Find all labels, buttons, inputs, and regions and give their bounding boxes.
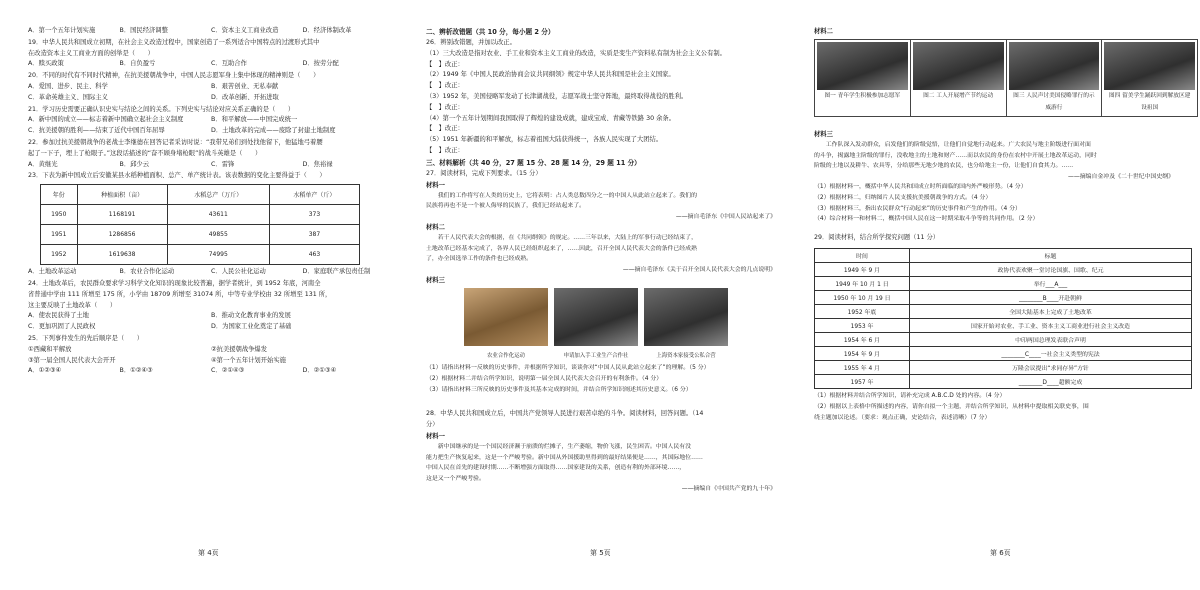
question-text: 分） [426,421,439,429]
event-item: ①西藏和平解放 [28,345,72,353]
option: C．更加巩固了人民政权 [28,323,96,331]
correction-slot: 【 】改正： [426,82,464,90]
option: D．土地改革的完成——废除了封建土地制度 [211,127,336,135]
table-cell: 万隆会议提出“求同存异”方针 [910,360,1192,374]
table-cell: 373 [269,205,359,225]
material-label: 材料三 [426,277,445,285]
event-item: ②抗美援朝战争爆发 [211,345,268,353]
table-cell: 中印两国总理发表联合声明 [910,332,1192,346]
option: A．①②③④ [28,367,62,375]
question-text: 29．阅读材料，结合所学探究问题（11 分） [814,234,940,242]
question-text: 在改造资本主义工商业方面的创举是（ ） [28,49,154,57]
question-25 [28,334,394,377]
statement: （3）1952 年，美国侵略军发动了长津湖战役，志愿军战士坚守阵地，最终取得战役的胜利。 [426,92,688,100]
option: C．②①④③ [211,367,245,375]
material-text: 的斗争，揭露地主阶级的罪行，没收地主的土地和财产……而以农民的身份在农村中开展土地改革运动，同时 [814,152,1097,159]
option: B．推动文化教育事业的发展 [211,312,291,320]
photo-figure [644,288,728,359]
event-item: ③第一届全国人民代表大会开开 [28,356,116,364]
question-20 [28,71,394,103]
table-header-cell: 标题 [910,248,1192,262]
table-row [815,374,1192,388]
page-4 [0,0,400,590]
material-source: ——摘自毛泽东《关于召开全国人民代表大会的几点说明》 [622,266,776,273]
photo-caption: 图四 留美学生踊跃回到解放区建设祖国 [1108,93,1191,111]
correction-slot: 【 】改正： [426,103,464,111]
photo-caption: 农业合作化运动 [487,353,525,360]
table-cell: 1950 [41,205,78,225]
material-3-photos [464,288,794,359]
option: D．为国家工业化奠定了基础 [211,323,292,331]
question-text: 20．不同的时代有不同时代精神，在抗美援朝战争中，中国人民志愿军身上集中体现的精神则是（ ） [28,72,320,80]
material-text: 这是又一个严峻考验。 [426,475,485,482]
sub-question: （2）根据以上表格中所描述的内容，请你自拟一个主题，并结合所学知识，从材料中提取相关联史事，围 [814,403,1089,410]
photo-figure [554,288,638,359]
page-number: 第 5页 [590,549,611,557]
table-header-cell: 水稻单产（斤） [269,185,359,205]
material-text: 土地改革已经基本完成了，各界人民已经组织起来了，……因此，召开全国人民代表大会的条件已经成熟 [426,245,697,252]
table-cell: 49855 [167,225,269,245]
table-cell: 国家开始对农业、手工业、资本主义工商业进行社会主义改造 [910,318,1192,332]
question-text: 23．下表为新中国成立后安徽某县水稻种植面积、总产、单产统计表。该表数据的变化主要得益于（ ） [28,172,326,180]
table-cell: 1949 年 10 月 1 日 [815,276,910,290]
table-row [41,225,360,245]
question-26-items [426,49,794,157]
table-cell: 43611 [167,205,269,225]
option: B．农业合作化运动 [119,268,175,276]
table-cell: 387 [269,225,359,245]
question-text: 28．中华人民共和国成立后，中国共产党领导人民进行艰苦卓绝的斗争。阅读材料，回答问题。（14 [426,410,704,418]
option: A．新中国的成立——标志着新中国确立起社会主义制度 [28,116,184,124]
question-23 [28,171,394,278]
material-label: 材料二 [814,28,833,35]
table-row [815,290,1192,304]
material-text: 了，办全国选举工作的条件也已经成熟。 [426,256,533,263]
section-heading: 三、材料解析（共 40 分，27 题 15 分、28 题 14 分，29 题 11 分） [426,158,641,167]
table-cell: 举行___A___ [910,276,1192,290]
question-text: 27．阅读材料，完成下列要求。（15 分） [426,169,542,177]
option: C．抗美援朝的胜利——结束了近代中国百年屈辱 [28,127,165,135]
rice-yield-table [40,184,360,265]
table-cell: 1952 年底 [815,304,910,318]
photo-caption: 上海资本家接受公私合营 [656,353,716,360]
option: A．土地改革运动 [28,268,77,276]
statement: （1）三大改造是指对农业、手工业和资本主义工商业的改造，实质是变生产资料私有制为社会主义公有制。 [426,49,726,57]
timeline-table [814,248,1192,389]
sub-question: （3）根据材料三，指出农民群众“行动起来”的历史事件和产生的作用。（4 分） [814,205,1021,212]
sub-question: （1）请指出材料一反映的历史事件，并根据所学知识，谈谈你对“中国人民从此站立起来了”的理解。（5 分） [426,365,710,372]
material-label: 材料一 [426,433,445,441]
question-text: 19．中华人民共和国成立初期，在社会主义改造过程中，国家创造了一系列适合中国特点的过渡形式其中 [28,38,320,46]
photo-caption: 申请加入手工业生产合作社 [563,353,629,360]
table-cell: 1954 年 9 月 [815,346,910,360]
option: A．第一个五年计划实施 [28,27,96,34]
photo-figure [1102,40,1197,116]
material-label: 材料二 [426,224,445,232]
table-row [815,304,1192,318]
table-cell: 1949 年 9 月 [815,262,910,276]
table-row [41,205,360,225]
material-label: 材料三 [814,131,833,138]
table-cell: 1950 年 10 月 19 日 [815,290,910,304]
question-24 [28,279,394,333]
table-row [815,318,1192,332]
question-text: 22．参加过抗美援朝战争的老战士李继德在回答记者采访时说：“我带兄弟们到处找他留下，他猛地弓着腰 [28,138,323,146]
sub-question: （4）综合材料一和材料二，概括中国人民在这一时期采取斗争等的共同作用。（2 分） [814,216,1039,223]
sub-question: （3）请指出材料三所反映的历史事件及其基本完成的时间，并结合所学知识阐述其历史意义。（6 分） [426,386,692,393]
option: D．家庭联产承包责任制 [302,268,371,276]
material-text: 能力把生产恢复起来，这是一个严峻考验。新中国从外国援助里得到的最好结果便是……，其国际地位…… [426,454,703,461]
photo-caption: 图三 人民声讨美国侵略罪行的示威游行 [1013,93,1095,111]
table-cell: 1619638 [77,245,167,265]
material-text: 民族将再也不是一个被人侮辱的民族了，我们已经站起来了。 [426,203,586,210]
question-22 [28,138,394,170]
photo-figure [1007,40,1103,116]
option: C．互助合作 [211,60,247,68]
table-cell: 1954 年 6 月 [815,332,910,346]
section-heading: 二、辨析改错题（共 10 分，每小题 2 分） [426,28,555,36]
sub-question: （2）根据材料二并结合所学知识，说明第一届全国人民代表大会召开的有利条件。（4 分） [426,375,663,382]
table-row [41,245,360,265]
option: B．艰苦创业、无私奉献 [211,82,279,90]
question-text: 24．土地改革后，农民群众要求学习科学文化知识的现象比较普遍，据学者统计，到 1952 年底，河南全 [28,279,321,287]
question-text: 26．辨别改错题，并加以改正。 [426,39,516,46]
table-cell: 1952 [41,245,78,265]
table-row [815,262,1192,276]
protest-march-photo [1009,42,1100,90]
table-cell: 1955 年 4 月 [815,360,910,374]
table-cell: 74995 [167,245,269,265]
table-header-row [815,248,1192,262]
photo-figure [815,40,911,116]
sub-question: 绕主题加以论述。（要求：观点正确，史论结合，表述清晰）（7 分） [814,414,991,421]
material-text: 中国人民在首先的建设时期……不断增强方面取得……国家建设的关系，创造有利的外部环境……， [426,465,686,472]
table-cell: 463 [269,245,359,265]
table-header-row [41,185,360,205]
question-text: 21．学习历史需要正确认识史实与结论之间的关系。下列史实与结论对应关系正确的是（ ） [28,105,295,113]
table-cell: 1957 年 [815,374,910,388]
option: C．人民公社化运动 [211,268,266,276]
table-cell: ________D____超额完成 [910,374,1192,388]
option: D．改革创新、开拓进取 [211,93,279,101]
page-number: 第 4页 [198,549,219,557]
statement: （4）第一个五年计划期间我国取得了辉煌的建设成就，建成宝成、青藏等铁路 30 余条。 [426,114,676,122]
option: A．使农民获得了土地 [28,312,89,320]
factory-workers-photo [913,42,1004,90]
photo-caption: 图一 青年学生积极参加志愿军 [824,93,901,99]
q18-options [28,26,394,37]
option: B．邱少云 [119,160,150,168]
table-cell: 政协代表欢聚一堂讨论国旗、国歌、纪元 [910,262,1192,276]
question-text: 这主要反映了土地改革（ ） [28,301,117,309]
option: C．资本主义工商业改造 [211,27,279,34]
table-row [815,276,1192,290]
statement: （2）1949 年《中国人民政治协商会议共同纲领》规定中华人民共和国是社会主义国家。 [426,71,675,79]
student-volunteer-photo [817,42,908,90]
option: A．爱国、进步、民主、科学 [28,82,108,90]
option: D．按劳分配 [302,60,339,68]
option: B．和平解放——中国完成统一 [211,116,298,124]
option: A．赎买政策 [28,60,64,68]
table-row [815,332,1192,346]
photo-caption: 图二 工人开展增产节约运动 [923,93,994,99]
material-text: 我们的工作将写在人类的历史上，它将表明：占人类总数四分之一的中国人从此站立起来了。我们的 [426,192,697,199]
statement: （5）1951 年新疆的和平解放，标志着祖国大陆获得统一，各族人民实现了大团结。 [426,136,663,144]
material-text: 阶级的土地以及耕牛、农具等，分给那些无地少地的农民，也分给地主一份，让他们自食其力。…… [814,163,1074,169]
table-row [815,360,1192,374]
material-source: ——摘自毛泽东《中国人民站起来了》 [675,213,776,220]
event-item: ④第一个五年计划开始实施 [211,356,286,364]
option: D．经济体制改革 [302,27,352,34]
farming-cooperative-photo [464,288,548,346]
option: C．革命英雄主义、国际主义 [28,93,108,101]
option: D．②①③④ [302,367,337,375]
option: A．黄继光 [28,160,58,168]
question-text: 省普通中学由 111 所增至 175 所，小学由 18709 所增至 31074 所，中等专业学校由 32 所增至 131 所， [28,290,332,298]
table-row [815,346,1192,360]
question-text: 起了一下子，埋上了枪眼子。”这段话描述的“奋不顾身堵枪眼”的战斗英雄是（ ） [28,149,262,157]
table-cell: ________C____一社会主义类型的宪法 [910,346,1192,360]
handicraft-cooperative-photo [554,288,638,346]
material-text: 若干人民代表大会的根据，在《共同纲领》的规定。……三年以来，大陆上的军事行动已经结束了， [426,235,697,242]
table-cell: 1168191 [77,205,167,225]
photo-figure [464,288,548,359]
table-cell: 全国大陆基本上完成了土地改革 [910,304,1192,318]
material-text: 新中国继承的是一个国民经济濒于崩溃的烂摊子，生产萎缩，物价飞涨，民生困苦。中国人民有没 [426,444,692,451]
correction-slot: 【 】改正： [426,146,464,154]
question-text: 25．下列事件发生的先后顺序是（ ） [28,334,144,342]
table-cell: 1953 年 [815,318,910,332]
sub-question: （1）根据材料并结合所学知识，请补充完成 A.B.C.D 处的内容。（4 分） [814,392,1006,399]
page-number: 第 6页 [990,549,1011,557]
table-header-cell: 年份 [41,185,78,205]
material-text: 工作队深入发动群众，启发他们的阶级觉悟，让他们自觉地行动起来。广大农民与地主阶级进行面对面 [814,142,1091,148]
table-cell: 1951 [41,225,78,245]
option: B．自负盈亏 [119,60,156,68]
table-header-cell: 种植面积（亩） [77,185,167,205]
page-5 [404,0,800,590]
question-19 [28,38,394,70]
option: B．国民经济调整 [119,27,168,34]
question-21 [28,105,394,137]
table-header-cell: 水稻总产（万斤） [167,185,269,205]
material-source: ——摘编自金冲及《二十世纪中国史纲》 [1067,173,1174,180]
sub-question: （2）根据材料二，归纳图片人民支援抗美援朝战争的方式。（4 分） [814,194,992,201]
table-header-cell: 时间 [815,248,910,262]
table-cell: ________B____开赴朝鲜 [910,290,1192,304]
option: D．焦裕禄 [302,160,333,168]
public-private-partnership-photo [644,288,728,346]
material-source: ——摘编自《中国共产党的九十年》 [681,486,776,493]
material-label: 材料一 [426,181,445,189]
correction-slot: 【 】改正： [426,60,464,68]
option: B．①②④③ [119,367,153,375]
photo-figure [911,40,1007,116]
sub-question: （1）根据材料一，概括中华人民共和国成立时所面临的国内外严峻形势。（4 分） [814,184,1027,190]
page-6 [804,0,1200,590]
correction-slot: 【 】改正： [426,125,464,133]
option: C．雷锋 [211,160,235,168]
table-cell: 1286856 [77,225,167,245]
material-2-photo-grid [814,39,1198,117]
returning-scholars-photo [1104,42,1195,90]
